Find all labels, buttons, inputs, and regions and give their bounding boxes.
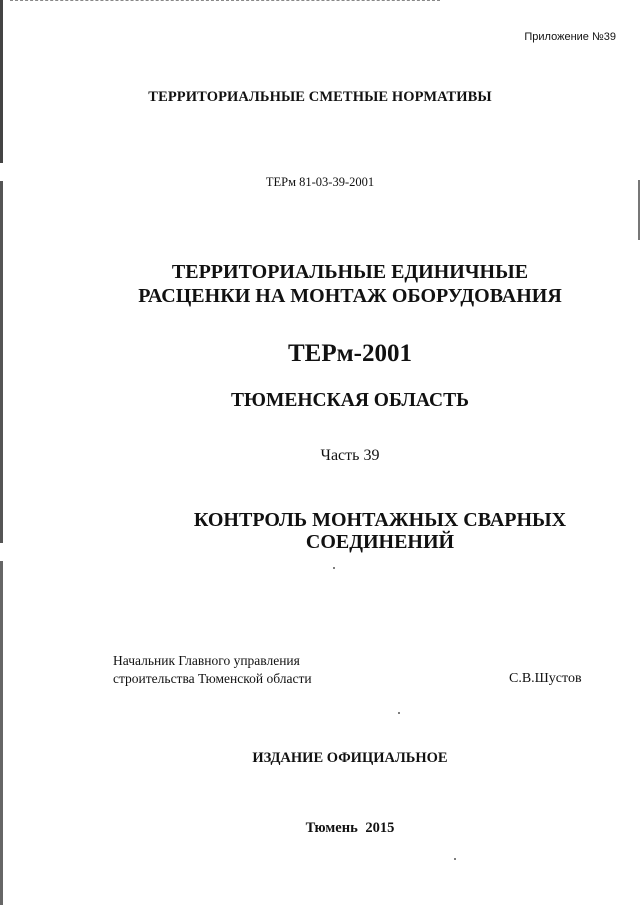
header-title: ТЕРРИТОРИАЛЬНЫЕ СМЕТНЫЕ НОРМАТИВЫ <box>148 89 492 105</box>
signatory-position-line-1: Начальник Главного управления <box>113 653 300 668</box>
document-code: ТЕРм 81-03-39-2001 <box>265 175 375 189</box>
scan-speck <box>333 567 335 569</box>
main-title-line-1: ТЕРРИТОРИАЛЬНЫЕ ЕДИНИЧНЫЕ <box>171 261 529 283</box>
edition-label: ИЗДАНИЕ ОФИЦИАЛЬНОЕ <box>252 750 448 766</box>
main-title-line-2: РАСЦЕНКИ НА МОНТАЖ ОБОРУДОВАНИЯ <box>138 285 562 307</box>
signatory-position-line-2: строительства Тюменской области <box>113 671 312 686</box>
part-label: Часть 39 <box>320 447 380 464</box>
scan-speck <box>454 858 456 860</box>
main-title <box>0 260 640 308</box>
city-year: Тюмень 2015 <box>305 820 395 836</box>
scan-speck <box>398 712 400 714</box>
signatory-name: С.В.Шустов <box>509 671 582 686</box>
region-title: ТЮМЕНСКАЯ ОБЛАСТЬ <box>231 390 469 411</box>
section-title-line-2: СОЕДИНЕНИЙ <box>305 531 455 553</box>
scan-edge-top <box>10 0 440 3</box>
section-title-line-1: КОНТРОЛЬ МОНТАЖНЫХ СВАРНЫХ <box>193 509 567 531</box>
signatory-position <box>113 652 312 688</box>
section-title <box>0 509 640 553</box>
short-title: ТЕРм-2001 <box>288 340 412 367</box>
appendix-label: Приложение №39 <box>524 31 616 43</box>
